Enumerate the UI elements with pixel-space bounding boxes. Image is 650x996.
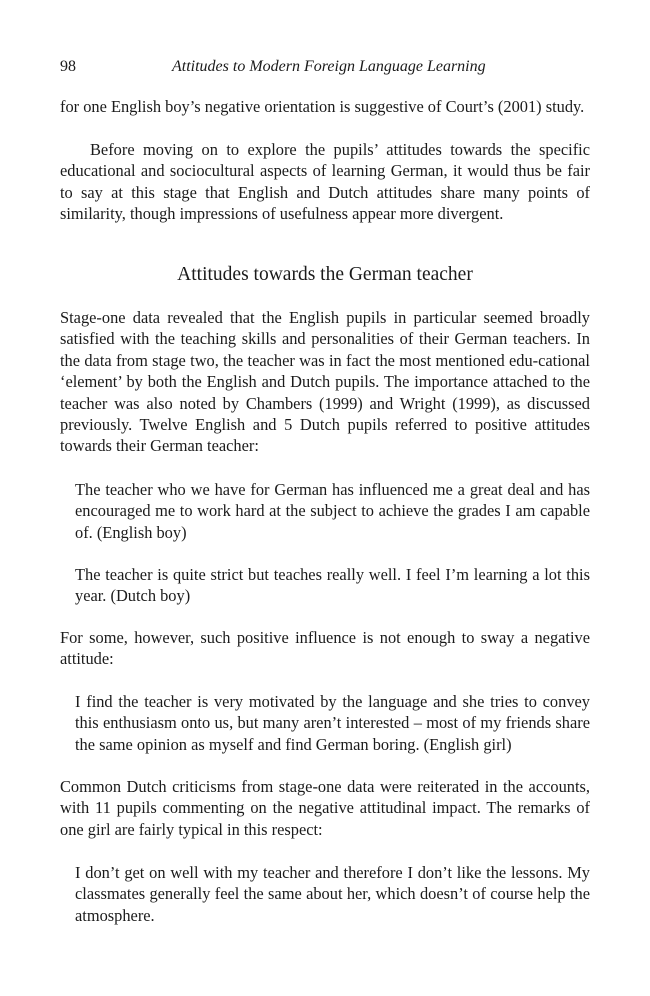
block-quote-english-girl: I find the teacher is very motivated by the language and she tries to convey this enthusiasm onto us, but many aren’t interested – most of my friends share the same opinion as myself and find German boring. (English girl) xyxy=(75,692,590,754)
paragraph-dutch-criticisms: Common Dutch criticisms from stage-one data were reiterated in the accounts, with 11 pupils commenting on the negative attitudinal impact. The remarks of one girl are fairly typical in this respect: xyxy=(60,777,590,839)
section-heading: Attitudes towards the German teacher xyxy=(177,264,473,285)
page-number: 98 xyxy=(60,58,76,75)
block-quote-dutch-boy: The teacher is quite strict but teaches really well. I feel I’m learning a lot this year. (Dutch boy) xyxy=(75,565,590,606)
paragraph-continuation: for one English boy’s negative orientation is suggestive of Court’s (2001) study. xyxy=(60,97,585,116)
paragraph-negative-attitude: For some, however, such positive influence is not enough to sway a negative attitude: xyxy=(60,628,590,669)
running-title: Attitudes to Modern Foreign Language Learning xyxy=(172,58,486,75)
block-quote-english-boy: The teacher who we have for German has influenced me a great deal and has encouraged me to work hard at the subject to achieve the grades I am capable of. (English boy) xyxy=(75,480,590,542)
block-quote-dutch-girl: I don’t get on well with my teacher and therefore I don’t like the lessons. My classmates generally feel the same about her, which doesn’t of course help the atmosphere. xyxy=(75,863,590,925)
running-header xyxy=(60,58,590,80)
paragraph-teacher-data: Stage-one data revealed that the English pupils in particular seemed broadly satisfied with the teaching skills and personalities of their German teachers. In the data from stage two, the teacher was in fact the most mentioned edu-cational ‘element’ by both the English and Dutch pupils. The importance attached to the teacher was also noted by Chambers (1999) and Wright (1999), as discussed previously. Twelve English and 5 Dutch pupils referred to positive attitudes towards their German teacher: xyxy=(60,308,590,456)
paragraph-summary: Before moving on to explore the pupils’ attitudes towards the specific educational and sociocultural aspects of learning German, it would thus be fair to say at this stage that English and Dutch attitudes share many points of similarity, though impressions of usefulness appear more divergent. xyxy=(60,140,590,224)
